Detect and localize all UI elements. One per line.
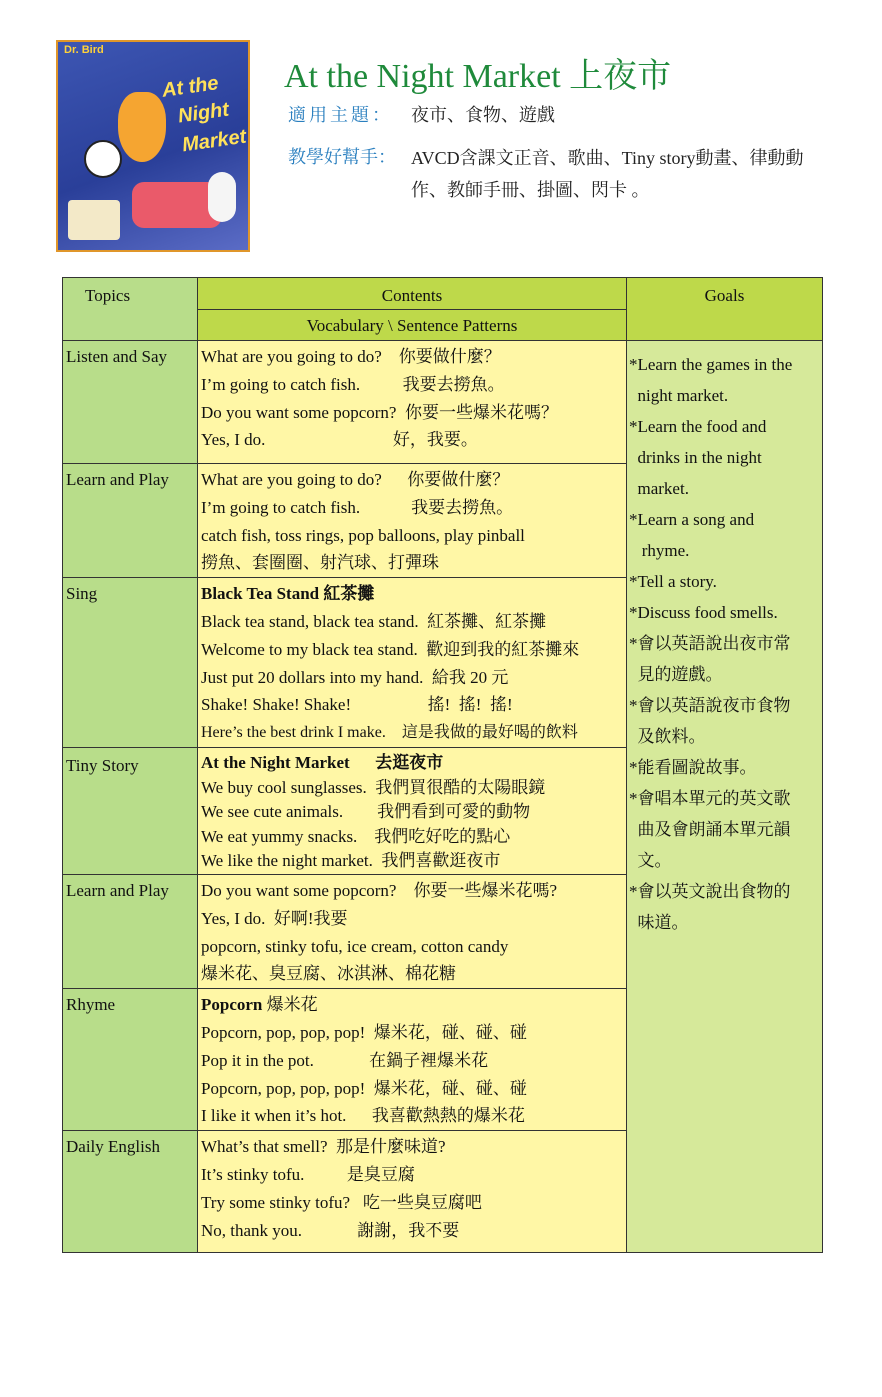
goal-line: market. [629,479,689,498]
goal-line: *Learn the games in the [629,355,793,374]
song-title: Black Tea Stand 紅茶攤 [201,584,375,604]
content-line: It’s stinky tofu. 是臭豆腐 [201,1164,415,1184]
content-cell [198,464,627,578]
cover-title-line-3: Market [180,125,248,157]
content-line: We eat yummy snacks. 我們吃好吃的點心 [201,826,511,846]
content-line: We buy cool sunglasses. 我們買很酷的太陽眼鏡 [201,777,546,797]
sign-board-illustration [68,200,120,240]
theme-label: 適用主題： [288,105,393,125]
content-line: No, thank you. 謝謝，我不要 [201,1220,460,1240]
content-cell [198,874,627,988]
topic-cell: Daily English [63,1131,198,1253]
goal-line: *會唱本單元的英文歌 [629,789,791,808]
topic-cell: Sing [63,578,198,748]
content-line: Pop it in the pot. 在鍋子裡爆米花 [201,1050,489,1070]
content-cell [198,1131,627,1253]
topic-cell: Learn and Play [63,874,198,988]
book-cover-image [56,40,250,252]
goal-line: rhyme. [629,541,690,560]
teaching-aids-label: 教學好幫手： [288,147,396,167]
content-line: Yes, I do. 好啊!我要 [201,908,348,928]
story-title: At the Night Market 去逛夜市 [201,752,444,772]
content-cell [198,989,627,1131]
content-line: What are you going to do? 你要做什麼？ [201,347,501,366]
page-title: At the Night Market 上夜市 [284,58,672,95]
content-line: catch fish, toss rings, pop balloons, play pinball [201,525,525,545]
content-line: Do you want some popcorn? 你要一些爆米花嗎？ [201,402,558,422]
content-line: Just put 20 dollars into my hand. 給我 20 元 [201,667,509,687]
theme-row [288,100,555,130]
cover-brand-logo: Dr. Bird [64,44,104,56]
goal-line: *Tell a story. [629,572,717,591]
content-line: 爆米花、臭豆腐、冰淇淋、棉花糖 [201,964,456,984]
theme-value: 夜市、食物、遊戲 [411,105,555,125]
teaching-aids-row [288,142,804,200]
content-line: Popcorn, pop, pop, pop! 爆米花，碰、碰、碰 [201,1078,527,1098]
goal-line: 見的遊戲。 [629,665,723,684]
table-row [63,341,823,464]
content-line: Try some stinky tofu? 吃一些臭豆腐吧 [201,1192,482,1212]
topic-cell: Learn and Play [63,464,198,578]
goal-line: *Discuss food smells. [629,603,778,622]
goal-line: 味道。 [629,913,689,932]
panda-illustration [84,140,122,178]
goal-line: 曲及會朗誦本單元韻 [629,820,791,839]
goal-line: *Learn a song and [629,510,755,529]
header-subcontents: Vocabulary \ Sentence Patterns [198,310,627,341]
content-line: 撈魚、套圈圈、射汽球、打彈珠 [201,553,439,573]
goal-line: 文。 [629,851,672,870]
content-line: I like it when it’s hot. 我喜歡熱熱的爆米花 [201,1106,525,1126]
rhyme-title-zh: 爆米花 [262,995,318,1015]
content-line: Here’s the best drink I make. 這是我做的最好喝的飲料 [201,724,578,742]
content-line: Do you want some popcorn? 你要一些爆米花嗎? [201,880,558,900]
goal-line: *會以英語說夜市食物 [629,696,791,715]
content-line: What’s that smell? 那是什麼味道? [201,1137,446,1157]
header-topics: Topics [63,278,198,341]
topic-cell: Listen and Say [63,341,198,464]
goal-line: night market. [629,386,729,405]
goal-line: *會以英文說出食物的 [629,882,791,901]
kangaroo-illustration [118,92,166,162]
content-line: We see cute animals. 我們看到可愛的動物 [201,802,531,822]
content-line: popcorn, stinky tofu, ice cream, cotton candy [201,936,509,956]
content-line: I’m going to catch fish. 我要去撈魚。 [201,374,505,394]
content-line: Popcorn, pop, pop, pop! 爆米花，碰、碰、碰 [201,1022,527,1042]
cover-title-line-2: Night [176,98,231,128]
content-cell [198,747,627,874]
content-line: What are you going to do? 你要做什麼？ [201,470,510,489]
rhyme-title: Popcorn [201,995,263,1015]
goal-line: drinks in the night [629,448,762,467]
cover-title-line-1: At the [160,72,220,102]
content-cell [198,341,627,464]
goal-line: *會以英語說出夜市常 [629,634,791,653]
goal-line: *Learn the food and [629,417,767,436]
content-cell [198,578,627,748]
teaching-aids-value: AVCD含課文正音、歌曲、Tiny story動畫、律動動作、教師手冊、掛圖、閃卡 。 [411,148,804,200]
goals-cell [627,341,823,1253]
content-line: Shake! Shake! Shake! 搖! 搖! 搖! [201,695,513,715]
header-goals: Goals [627,278,823,341]
content-line: Welcome to my black tea stand. 歡迎到我的紅茶攤來 [201,639,580,659]
curriculum-table [62,277,823,1253]
rabbit-illustration [208,172,236,222]
topic-cell: Rhyme [63,989,198,1131]
topic-cell: Tiny Story [63,747,198,874]
content-line: Black tea stand, black tea stand. 紅茶攤、紅茶攤 [201,611,547,631]
content-line: I’m going to catch fish. 我要去撈魚。 [201,497,514,517]
header-contents: Contents [198,278,627,310]
goal-line: 及飲料。 [629,727,706,746]
content-line: We like the night market. 我們喜歡逛夜市 [201,851,501,871]
goal-line: *能看圖說故事。 [629,758,757,777]
content-line: Yes, I do. 好，我要。 [201,430,478,450]
